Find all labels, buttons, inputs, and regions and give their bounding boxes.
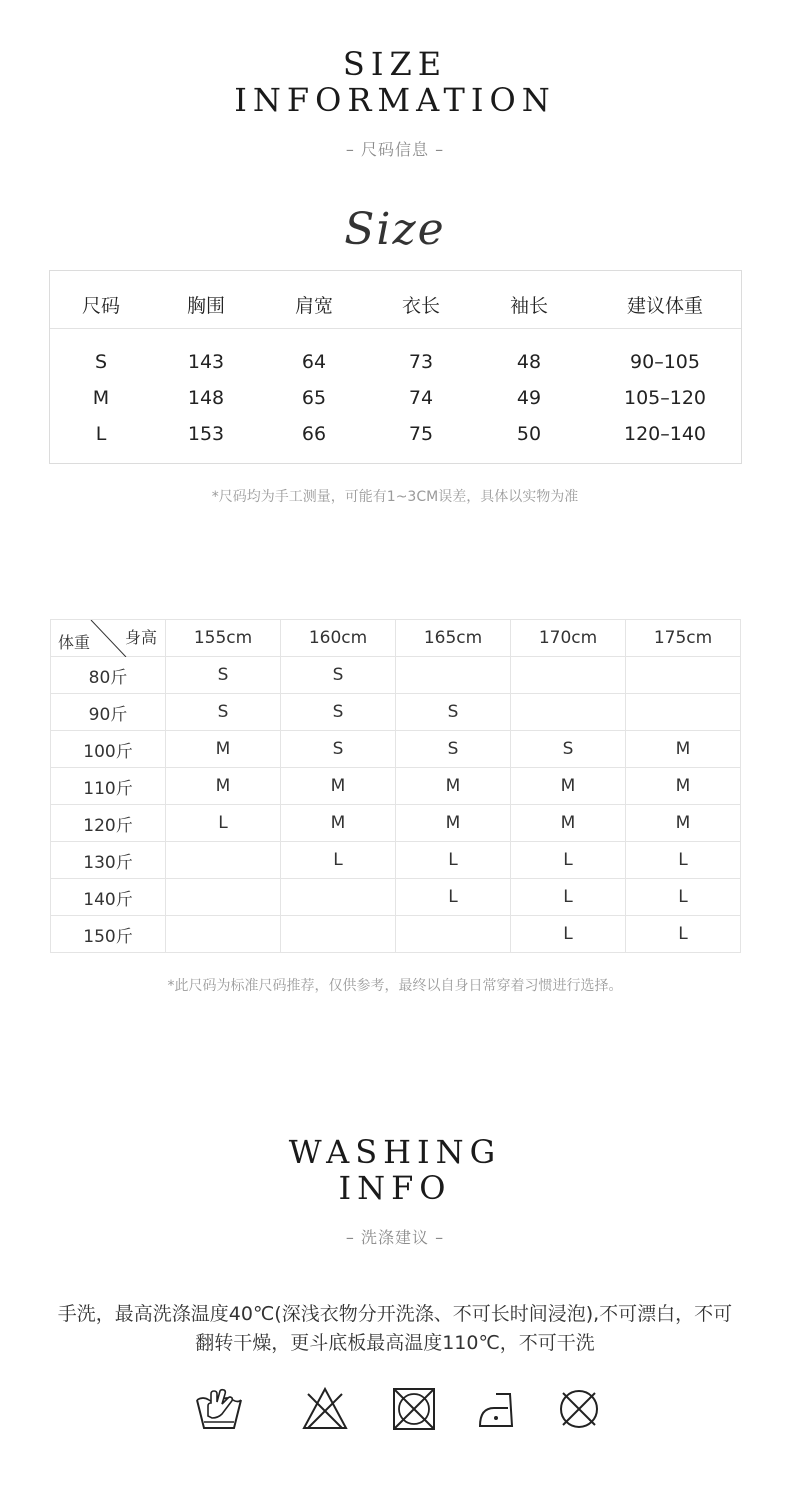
size-table-note: *尺码均为手工测量，可能有1~3CM误差，具体以实物为准 (211, 489, 579, 505)
size-cell: M (92, 387, 110, 409)
size-rec-cell (396, 916, 511, 953)
size-rec-cell (166, 842, 281, 879)
size-rec-cell (166, 879, 281, 916)
iron-low-icon (474, 1386, 524, 1432)
size-heading-line2: INFORMATION (234, 81, 556, 119)
header-weight: 建议体重 (626, 295, 703, 317)
size-recommend-note: *此尺码为标准尺码推荐，仅供参考，最终以自身日常穿着习惯进行选择。 (167, 978, 623, 994)
size-rec-cell: L (626, 842, 741, 879)
size-rec-cell: S (166, 657, 281, 694)
size-rec-cell: M (626, 805, 741, 842)
size-rec-cell: L (396, 879, 511, 916)
size-rec-cell: L (166, 805, 281, 842)
size-rec-cell: M (166, 768, 281, 805)
size-rec-cell (281, 879, 396, 916)
size-rec-cell: L (281, 842, 396, 879)
size-rec-cell (281, 916, 396, 953)
height-header: 160cm (281, 620, 396, 657)
size-rec-cell: M (511, 768, 626, 805)
size-cell: S (94, 351, 108, 373)
weight-label: 110斤 (51, 768, 166, 805)
size-rec-cell: M (281, 805, 396, 842)
table-header-row (51, 620, 741, 657)
table-row (51, 768, 741, 805)
size-rec-cell (511, 694, 626, 731)
size-rec-cell: S (396, 694, 511, 731)
washing-line-1: 手洗，最高洗涤温度40℃(深浅衣物分开洗涤、不可长时间浸泡),不可漂白，不可 (57, 1303, 733, 1325)
weight-cell: 90–105 (630, 351, 700, 373)
size-table (49, 270, 742, 464)
table-row (51, 879, 741, 916)
size-rec-cell: L (511, 842, 626, 879)
size-rec-cell: M (626, 731, 741, 768)
size-table-header (50, 271, 741, 329)
size-rec-cell (166, 916, 281, 953)
weight-label: 130斤 (51, 842, 166, 879)
size-rec-cell: M (396, 805, 511, 842)
size-script-title: Size (344, 204, 446, 255)
shoulder-cell: 64 (301, 351, 327, 373)
table-row (51, 916, 741, 953)
table-row (51, 657, 741, 694)
size-rec-cell: M (166, 731, 281, 768)
size-rec-cell: S (281, 657, 396, 694)
weight-label: 80斤 (51, 657, 166, 694)
washing-heading-line2: INFO (338, 1169, 452, 1207)
weight-label: 100斤 (51, 731, 166, 768)
size-rec-cell: L (511, 879, 626, 916)
washing-instructions (40, 1300, 750, 1358)
table-row (51, 805, 741, 842)
sleeve-cell: 48 (516, 351, 542, 373)
length-cell: 74 (408, 387, 434, 409)
header-length: 衣长 (401, 295, 440, 317)
chest-cell: 153 (187, 423, 225, 445)
no-bleach-icon (300, 1386, 350, 1432)
header-shoulder: 肩宽 (294, 295, 333, 317)
header-sleeve: 袖长 (509, 295, 548, 317)
size-rec-cell (511, 657, 626, 694)
size-rec-cell: S (281, 694, 396, 731)
sleeve-cell: 49 (516, 387, 542, 409)
size-rec-cell: M (626, 768, 741, 805)
size-rec-cell: S (166, 694, 281, 731)
chest-cell: 148 (187, 387, 225, 409)
size-rec-cell: S (396, 731, 511, 768)
sleeve-cell: 50 (516, 423, 542, 445)
shoulder-cell: 66 (301, 423, 327, 445)
table-row (51, 842, 741, 879)
no-dry-clean-icon (554, 1386, 604, 1432)
size-cell: L (95, 423, 107, 445)
size-rec-cell: M (281, 768, 396, 805)
weight-label: 150斤 (51, 916, 166, 953)
shoulder-cell: 65 (301, 387, 327, 409)
size-rec-cell (626, 657, 741, 694)
size-rec-cell: L (511, 916, 626, 953)
chest-cell: 143 (187, 351, 225, 373)
size-heading (0, 46, 790, 118)
size-rec-cell: L (396, 842, 511, 879)
weight-cell: 105–120 (623, 387, 707, 409)
hand-wash-icon (194, 1386, 244, 1432)
corner-height-label: 身高 (124, 628, 157, 647)
table-row (51, 694, 741, 731)
height-header: 170cm (511, 620, 626, 657)
height-weight-table (50, 619, 741, 953)
weight-label: 140斤 (51, 879, 166, 916)
size-rec-cell (626, 694, 741, 731)
corner-cell (51, 620, 166, 657)
size-rec-cell: M (396, 768, 511, 805)
header-chest: 胸围 (186, 295, 225, 317)
header-size: 尺码 (81, 295, 120, 317)
height-header: 175cm (626, 620, 741, 657)
height-header: 155cm (166, 620, 281, 657)
weight-label: 90斤 (51, 694, 166, 731)
height-header: 165cm (396, 620, 511, 657)
size-rec-cell: S (511, 731, 626, 768)
size-rec-cell: L (626, 916, 741, 953)
washing-line-2: 翻转干燥，更斗底板最高温度110℃，不可干洗 (195, 1332, 595, 1354)
size-rec-cell: S (281, 731, 396, 768)
size-rec-cell: M (511, 805, 626, 842)
table-row (51, 731, 741, 768)
size-heading-line1: SIZE (342, 45, 448, 83)
washing-subtitle: – 洗涤建议 – (345, 1228, 445, 1247)
corner-weight-label: 体重 (58, 633, 91, 652)
size-rec-cell (396, 657, 511, 694)
no-tumble-dry-icon (388, 1386, 438, 1432)
washing-heading-line1: WASHING (288, 1133, 502, 1171)
weight-cell: 120–140 (623, 423, 707, 445)
washing-heading (0, 1134, 790, 1206)
size-subtitle: – 尺码信息 – (345, 140, 445, 159)
weight-label: 120斤 (51, 805, 166, 842)
length-cell: 73 (408, 351, 434, 373)
length-cell: 75 (408, 423, 434, 445)
size-rec-cell: L (626, 879, 741, 916)
